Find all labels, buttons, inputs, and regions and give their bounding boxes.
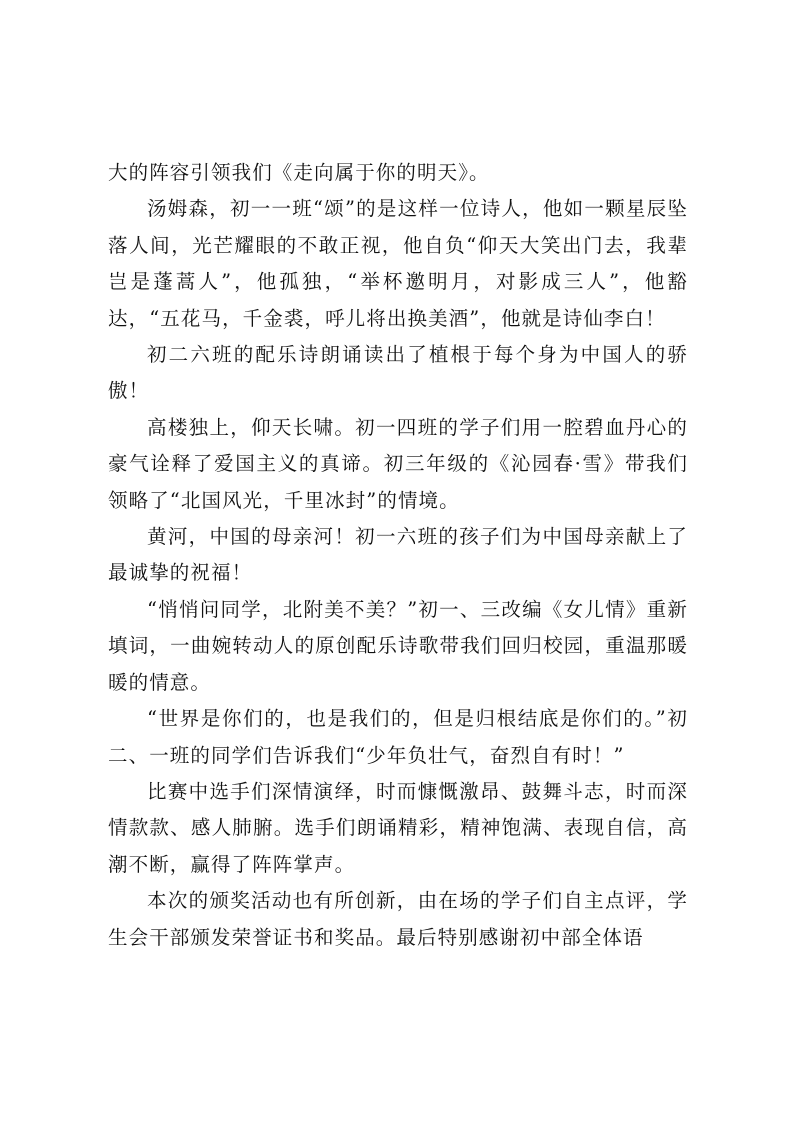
document-body <box>108 155 688 956</box>
paragraph-awards: 本次的颁奖活动也有所创新，由在场的学子们自主点评，学生会干部颁发荣誉证书和奖品。最后特别感谢初中部全体语 <box>108 889 688 949</box>
paragraph-continued: 大的阵容引领我们《走向属于你的明天》。 <box>108 161 490 184</box>
paragraph-patriotism: 高楼独上，仰天长啸。初一四班的学子们用一腔碧血丹心的豪气诠释了爱国主义的真谛。初三年级的《沁园春·雪》带我们领略了“北国风光，千里冰封”的情境。 <box>108 415 688 512</box>
paragraph-campus-song: “悄悄问同学，北附美不美？”初一、三改编《女儿情》重新填词，一曲婉转动人的原创配乐诗歌带我们回归校园，重温那暖暖的情意。 <box>108 597 688 694</box>
paragraph-li-bai: 汤姆森，初一一班“颂”的是这样一位诗人，他如一颗星辰坠落人间，光芒耀眼的不敢正视，他自负“仰天大笑出门去，我辈岂是蓬蒿人”，他孤独，“举杯邀明月，对影成三人”，他豁达，“五花马，千金裘，呼儿将出换美酒”，他就是诗仙李白！ <box>108 197 688 330</box>
paragraph-youth: “世界是你们的，也是我们的，但是归根结底是你们的。”初二、一班的同学们告诉我们“少年负壮气，奋烈自有时！” <box>108 707 688 767</box>
paragraph-class-2-6: 初二六班的配乐诗朗诵读出了植根于每个身为中国人的骄傲！ <box>108 343 688 403</box>
paragraph-performance: 比赛中选手们深情演绎，时而慷慨激昂、鼓舞斗志，时而深情款款、感人肺腑。选手们朗诵精彩，精神饱满、表现自信，高潮不断，赢得了阵阵掌声。 <box>108 779 688 876</box>
paragraph-yellow-river: 黄河，中国的母亲河！初一六班的孩子们为中国母亲献上了最诚挚的祝福！ <box>108 525 688 585</box>
